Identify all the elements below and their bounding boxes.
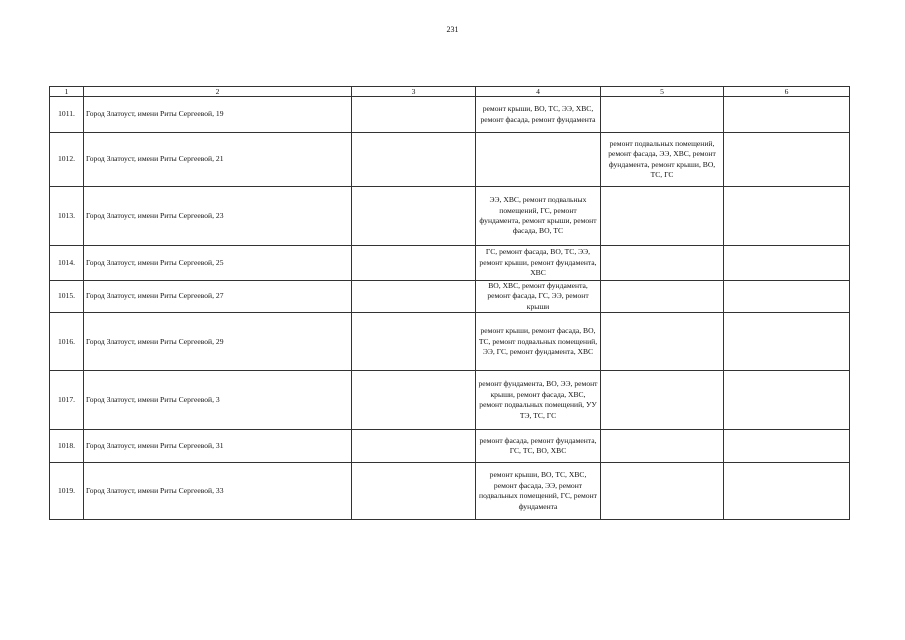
col-header-2: 2 <box>84 87 352 97</box>
col5-cell <box>601 430 724 463</box>
table-row <box>50 97 850 133</box>
address-cell: Город Златоуст, имени Риты Сергеевой, 33 <box>84 463 352 520</box>
table-row <box>50 371 850 430</box>
col6-cell <box>724 246 850 281</box>
col6-cell <box>724 313 850 371</box>
address-cell: Город Златоуст, имени Риты Сергеевой, 19 <box>84 97 352 133</box>
col4-cell: ремонт крыши, ВО, ТС, ХВС, ремонт фасада, ЭЭ, ремонт подвальных помещений, ГС, ремонт фундамента <box>476 463 601 520</box>
col6-cell <box>724 281 850 313</box>
row-number: 1013. <box>50 187 84 246</box>
col-header-6: 6 <box>724 87 850 97</box>
table-row <box>50 281 850 313</box>
row-number: 1017. <box>50 371 84 430</box>
table-row <box>50 463 850 520</box>
col4-cell: ремонт крыши, ремонт фасада, ВО, ТС, ремонт подвальных помещений, ЭЭ, ГС, ремонт фундамента, ХВС <box>476 313 601 371</box>
col5-cell <box>601 281 724 313</box>
col4-cell <box>476 133 601 187</box>
col6-cell <box>724 97 850 133</box>
col3-cell <box>352 187 476 246</box>
col-header-4: 4 <box>476 87 601 97</box>
col4-cell: ремонт крыши, ВО, ТС, ЭЭ, ХВС, ремонт фасада, ремонт фундамента <box>476 97 601 133</box>
col3-cell <box>352 246 476 281</box>
col6-cell <box>724 463 850 520</box>
header-row <box>50 87 850 97</box>
col5-cell <box>601 187 724 246</box>
col5-cell: ремонт подвальных помещений, ремонт фасада, ЭЭ, ХВС, ремонт фундамента, ремонт крыши, ВО, ТС, ГС <box>601 133 724 187</box>
address-cell: Город Златоуст, имени Риты Сергеевой, 25 <box>84 246 352 281</box>
col5-cell <box>601 371 724 430</box>
address-cell: Город Златоуст, имени Риты Сергеевой, 29 <box>84 313 352 371</box>
col3-cell <box>352 133 476 187</box>
col3-cell <box>352 97 476 133</box>
table-row <box>50 313 850 371</box>
table-row <box>50 430 850 463</box>
row-number: 1011. <box>50 97 84 133</box>
col4-cell: ремонт фундамента, ВО, ЭЭ, ремонт крыши, ремонт фасада, ХВС, ремонт подвальных помещений, УУ ТЭ, ТС, ГС <box>476 371 601 430</box>
row-number: 1018. <box>50 430 84 463</box>
col6-cell <box>724 430 850 463</box>
col4-cell: ЭЭ, ХВС, ремонт подвальных помещений, ГС, ремонт фундамента, ремонт крыши, ремонт фасада, ВО, ТС <box>476 187 601 246</box>
col3-cell <box>352 371 476 430</box>
col5-cell <box>601 463 724 520</box>
address-cell: Город Златоуст, имени Риты Сергеевой, 27 <box>84 281 352 313</box>
col4-cell: ВО, ХВС, ремонт фундамента, ремонт фасада, ГС, ЭЭ, ремонт крыши <box>476 281 601 313</box>
row-number: 1014. <box>50 246 84 281</box>
col4-cell: ремонт фасада, ремонт фундамента, ГС, ТС, ВО, ХВС <box>476 430 601 463</box>
row-number: 1019. <box>50 463 84 520</box>
col-header-3: 3 <box>352 87 476 97</box>
address-cell: Город Златоуст, имени Риты Сергеевой, 31 <box>84 430 352 463</box>
address-cell: Город Златоуст, имени Риты Сергеевой, 3 <box>84 371 352 430</box>
col3-cell <box>352 313 476 371</box>
col-header-5: 5 <box>601 87 724 97</box>
col4-cell: ГС, ремонт фасада, ВО, ТС, ЭЭ, ремонт крыши, ремонт фундамента, ХВС <box>476 246 601 281</box>
address-cell: Город Златоуст, имени Риты Сергеевой, 21 <box>84 133 352 187</box>
col3-cell <box>352 430 476 463</box>
row-number: 1012. <box>50 133 84 187</box>
table-row <box>50 133 850 187</box>
col-header-1: 1 <box>50 87 84 97</box>
table-row <box>50 246 850 281</box>
page-number: 231 <box>446 25 459 34</box>
col5-cell <box>601 246 724 281</box>
works-table <box>49 86 850 520</box>
col5-cell <box>601 97 724 133</box>
col6-cell <box>724 187 850 246</box>
address-cell: Город Златоуст, имени Риты Сергеевой, 23 <box>84 187 352 246</box>
col3-cell <box>352 281 476 313</box>
col6-cell <box>724 371 850 430</box>
table-row <box>50 187 850 246</box>
row-number: 1016. <box>50 313 84 371</box>
row-number: 1015. <box>50 281 84 313</box>
col3-cell <box>352 463 476 520</box>
col6-cell <box>724 133 850 187</box>
col5-cell <box>601 313 724 371</box>
